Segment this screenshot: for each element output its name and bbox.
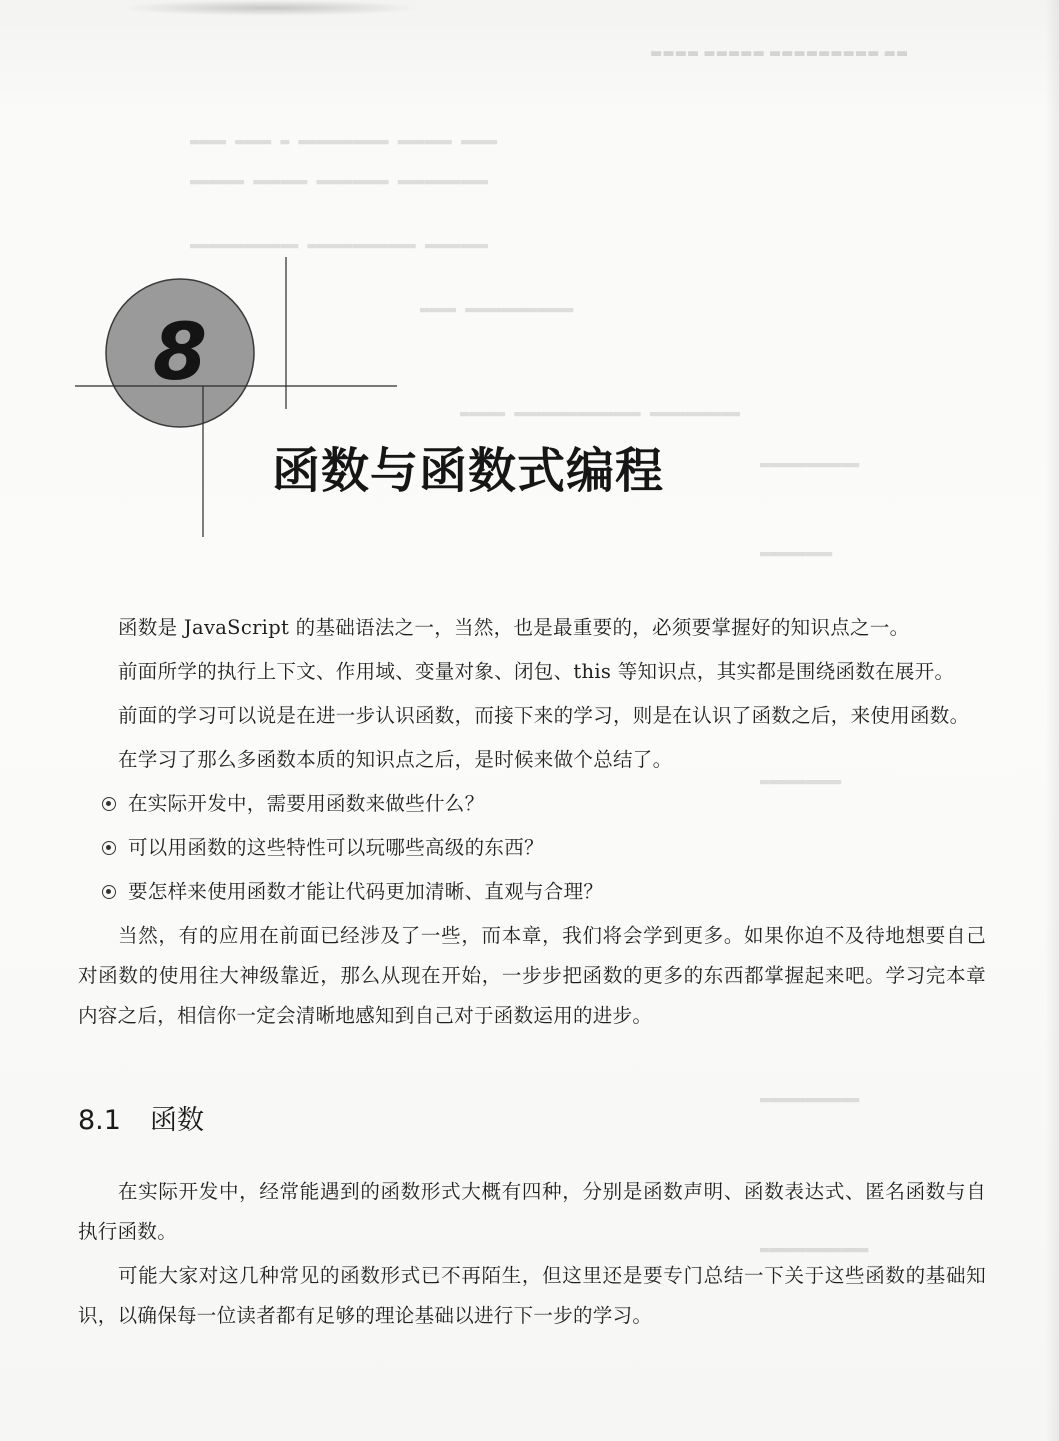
bleed-through-line: ▬▬▬▬▬▬▬▬▬▬ ▬▬▬▬▬▬▬▬ ▬▬▬▬▬▬ ▬▬▬▬▬▬ — [190, 172, 489, 190]
bleed-through-line: ▬▬▬▬▬▬▬▬▬▬▬▬ — [760, 1240, 869, 1258]
bullet-circle-icon — [102, 885, 116, 899]
bullet-item — [78, 828, 986, 868]
bleed-through-line: ▬▬▬▬▬▬▬ ▬▬▬▬▬▬▬▬▬▬▬▬ ▬▬▬▬▬▬▬▬▬▬▬▬ — [190, 236, 489, 254]
bullet-text: 在实际开发中，需要用函数来做些什么？ — [128, 792, 485, 815]
bullet-item — [78, 784, 986, 824]
section-title: 函数 — [150, 1105, 204, 1136]
section-paragraph: 在实际开发中，经常能遇到的函数形式大概有四种，分别是函数声明、函数表达式、匿名函数与自执行函数。 — [78, 1180, 986, 1243]
chapter-number: 8 — [152, 308, 208, 398]
section-number: 8.1 — [78, 1105, 121, 1136]
intro-paragraph: 函数是 JavaScript 的基础语法之一，当然，也是最重要的，必须要掌握好的知识点之一。 — [118, 616, 910, 639]
chapter-title: 函数与函数式编程 — [272, 443, 665, 499]
bullet-text: 可以用函数的这些特性可以玩哪些高级的东西？ — [128, 836, 544, 859]
bleed-through-line: ▬▬▬▬▬▬▬▬▬▬ ▬▬▬▬▬▬▬▬▬▬▬▬▬▬ ▬▬▬▬▬ — [460, 404, 740, 422]
section-paragraph: 可能大家对这几种常见的函数形式已不再陌生，但这里还是要专门总结一下关于这些函数的基础知识，以确保每一位读者都有足够的理论基础以进行下一步的学习。 — [78, 1264, 986, 1327]
bleed-through-line: ▬▬▬▬▬▬▬▬ — [760, 544, 833, 562]
section-heading — [78, 1098, 204, 1137]
bullet-circle-icon — [102, 841, 116, 855]
bullet-circle-icon — [102, 797, 116, 811]
bleed-through-line: ▬▬▬▬ ▬▬▬▬▬▬ ▬▬▬▬▬▬▬▬▬▬ ▬ ▬▬▬▬ ▬▬▬▬ — [190, 132, 498, 150]
intro-paragraph: 前面所学的执行上下文、作用域、变量对象、闭包、this 等知识点，其实都是围绕函数在展开。 — [118, 660, 955, 683]
bleed-through-line: ▬▬▬▬▬▬▬▬▬ — [760, 772, 842, 790]
intro-paragraph: 前面的学习可以说是在进一步认识函数，而接下来的学习，则是在认识了函数之后，来使用函数。 — [118, 704, 970, 727]
intro-paragraph: 在学习了那么多函数本质的知识点之后，是时候来做个总结了。 — [118, 748, 673, 771]
section-body — [78, 1172, 986, 1340]
bleed-through-header: ▬▬ ▬▬▬▬▬▬▬▬▬ ▬▬▬▬▬ ▬▬▬▬ — [650, 46, 909, 61]
page-edge-shadow — [1045, 0, 1059, 1441]
bullet-text: 要怎样来使用函数才能让代码更加清晰、直观与合理？ — [128, 880, 604, 903]
bullet-item — [78, 872, 986, 912]
bleed-through-line: ▬▬▬▬▬▬▬▬▬▬▬ — [760, 455, 860, 473]
chapter-intro — [78, 608, 986, 1040]
scan-shadow — [120, 0, 420, 16]
bleed-through-line: ▬▬▬▬▬▬▬▬▬▬▬▬ ▬▬▬▬ — [420, 300, 574, 318]
bleed-through-line: ▬▬▬▬▬▬▬▬▬▬▬ — [760, 1090, 860, 1108]
intro-paragraph: 当然，有的应用在前面已经涉及了一些，而本章，我们将会学到更多。如果你迫不及待地想要自己对函数的使用往大神级靠近，那么从现在开始，一步步把函数的更多的东西都掌握起来吧。学习完本章内容之后，相信你一定会清晰地感知到自己对于函数运用的进步。 — [78, 924, 986, 1027]
